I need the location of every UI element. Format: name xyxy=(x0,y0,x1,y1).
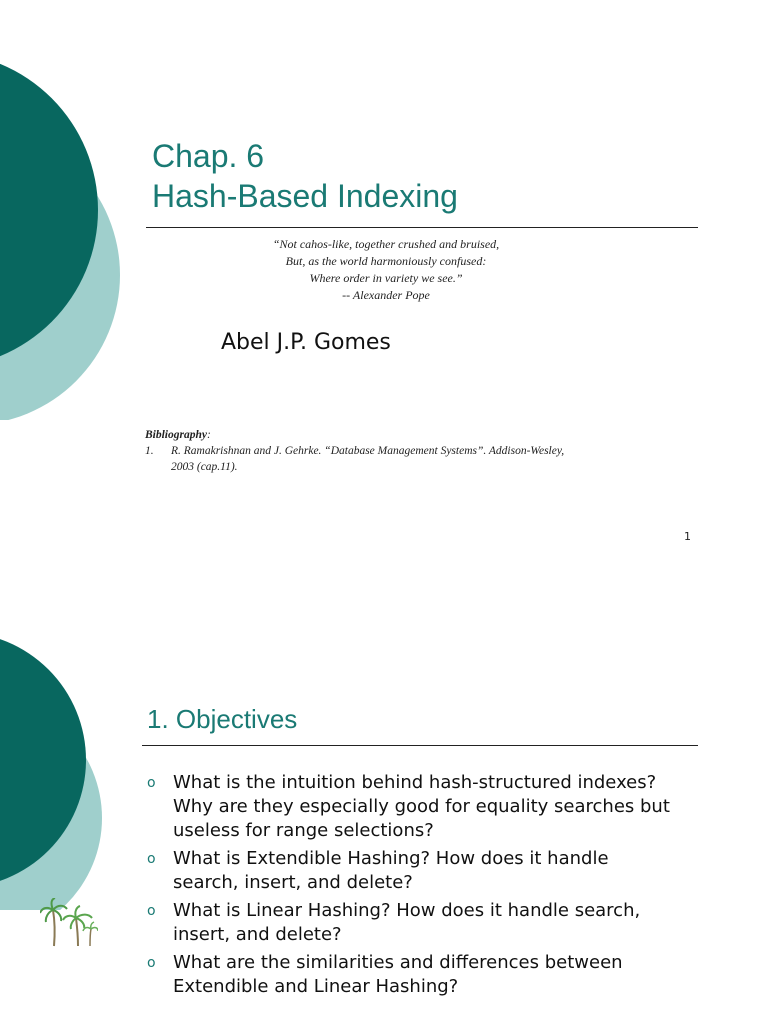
bullet-marker-icon: o xyxy=(147,903,156,919)
list-item xyxy=(147,771,727,843)
teal-circles-decoration xyxy=(0,0,130,420)
quote-line-2: But, as the world harmoniously confused: xyxy=(285,254,487,268)
bullet-line: search, insert, and delete? xyxy=(173,872,413,893)
bullet-marker-icon: o xyxy=(147,851,156,867)
slide-title xyxy=(152,136,458,216)
quote-line-1: “Not cahos-like, together crushed and bruised, xyxy=(272,237,500,251)
bullet-line: What is Linear Hashing? How does it handle search, xyxy=(173,900,641,921)
quote-line-3: Where order in variety we see.” xyxy=(309,271,463,285)
bullet-line: useless for range selections? xyxy=(173,820,434,841)
title-line-2: Hash-Based Indexing xyxy=(152,178,458,214)
entry-number: 1. xyxy=(145,445,154,457)
slide-2 xyxy=(0,590,768,1024)
entry-line-2: 2003 (cap.11). xyxy=(171,461,238,473)
title-line-1: Chap. 6 xyxy=(152,138,265,174)
list-item xyxy=(147,899,727,947)
author-name: Abel J.P. Gomes xyxy=(221,330,391,355)
bullet-line: What is the intuition behind hash-structured indexes? xyxy=(173,772,657,793)
bullet-line: Extendible and Linear Hashing? xyxy=(173,976,459,997)
bullet-line: insert, and delete? xyxy=(173,924,342,945)
list-item xyxy=(147,847,727,895)
teal-circles-decoration xyxy=(0,590,110,910)
bibliography-heading: Bibliography xyxy=(145,429,207,441)
bullet-line: What are the similarities and differences between xyxy=(173,952,623,973)
list-item xyxy=(147,951,727,999)
bullet-marker-icon: o xyxy=(147,775,156,791)
bullet-line: Why are they especially good for equality searches but xyxy=(173,796,670,817)
palm-trees-icon xyxy=(40,898,98,948)
entry-line-1: R. Ramakrishnan and J. Gehrke. “Database Management Systems”. Addison-Wesley, xyxy=(171,445,565,457)
page-number: 1 xyxy=(684,530,691,543)
bibliography-colon: : xyxy=(206,429,211,441)
bullet-line: What is Extendible Hashing? How does it handle xyxy=(173,848,609,869)
bullet-marker-icon: o xyxy=(147,955,156,971)
bibliography xyxy=(145,427,705,475)
bibliography-entry xyxy=(145,443,705,475)
title-divider xyxy=(142,745,698,746)
epigraph-quote xyxy=(230,236,542,304)
quote-attribution: -- Alexander Pope xyxy=(342,288,430,302)
objectives-list xyxy=(147,771,727,1003)
slide-title: 1. Objectives xyxy=(147,704,298,734)
title-divider xyxy=(146,227,698,228)
